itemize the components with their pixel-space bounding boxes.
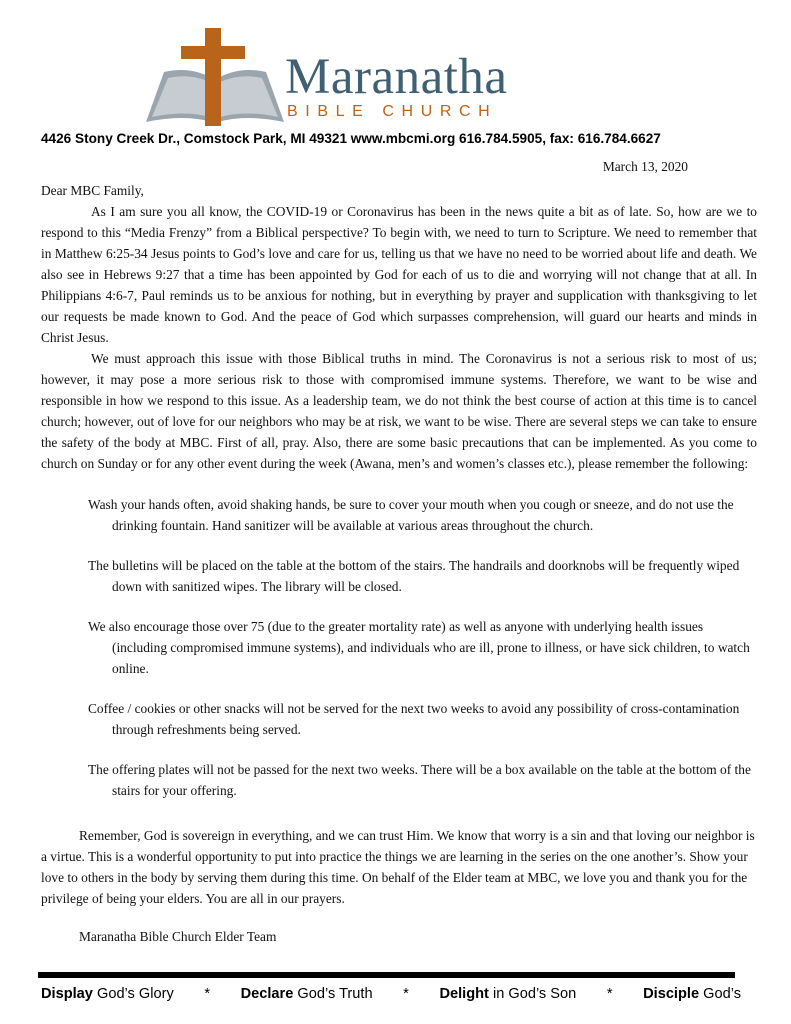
paragraph-2: We must approach this issue with those Biblical truths in mind. The Coronavirus is not a serious risk to most of us; however, it may pose a more serious risk to those with compromised immune systems. Therefore, we want to be wise and responsible in how we respond to this issue. As a leadership team, we do not think the best course of action at this time is to cancel church; however, out of love for our neighbors who may be at risk, we want to be wise. There are several steps we can take to ensure the safety of the body at MBC. First of all, pray. Also, there are some basic precautions that can be implemented. As you come to church on Sunday or for any other event during the week (Awana, men’s and women’s classes etc.), please remember the following: <box>41 351 757 471</box>
motto-display: Display God’s Glory <box>41 986 174 1002</box>
precautions-list <box>41 494 757 801</box>
list-item: The bulletins will be placed on the table at the bottom of the stairs. The handrails and doorknobs will be frequently wiped down with sanitized wipes. The library will be closed. <box>88 558 740 594</box>
letter-date: March 13, 2020 <box>602 159 688 174</box>
list-item: Coffee / cookies or other snacks will not be served for the next two weeks to avoid any possibility of cross-contamination through refreshments being served. <box>88 701 740 737</box>
footer-motto <box>41 986 741 1002</box>
footer-divider <box>38 972 735 978</box>
motto-disciple: Disciple God’s <box>643 986 741 1002</box>
motto-delight: Delight in God’s Son <box>439 986 577 1002</box>
paragraph-1: As I am sure you all know, the COVID-19 or Coronavirus has been in the news quite a bit as of late. So, how are we to respond to this “Media Frenzy” from a Biblical perspective? To begin with, we need to turn to Scripture. We need to remember that in Matthew 6:25-34 Jesus points to God’s love and care for us, telling us that we have no need to be worried about life and death. We also see in Hebrews 9:27 that a time has been appointed by God for each of us to die and worrying will not change that at all. In Philippians 4:6-7, Paul reminds us to be anxious for nothing, but in everything by prayer and supplication with thanksgiving to let our requests be made known to God. And the peace of God which surpasses comprehension, will guard our hearts and minds in Christ Jesus. <box>41 204 757 345</box>
letter-body <box>41 156 757 947</box>
motto-separator: * <box>403 986 409 1002</box>
signature: Maranatha Bible Church Elder Team <box>79 929 277 944</box>
list-item: Wash your hands often, avoid shaking hands, be sure to cover your mouth when you cough or sneeze, and do not use the drinking fountain. Hand sanitizer will be available at various areas throughout the church. <box>88 497 734 533</box>
list-item: The offering plates will not be passed for the next two weeks. There will be a box available on the table at the bottom of the stairs for your offering. <box>88 762 751 798</box>
church-logo <box>140 22 560 132</box>
motto-separator: * <box>606 986 613 1002</box>
motto-separator: * <box>204 986 211 1002</box>
list-item: We also encourage those over 75 (due to the greater mortality rate) as well as anyone with underlying health issues (including compromised immune systems), and individuals who are ill, prone to illness, or have sick children, to watch online. <box>88 619 750 676</box>
salutation: Dear MBC Family, <box>41 183 144 198</box>
church-subtitle: BIBLE CHURCH <box>287 103 498 120</box>
closing-paragraph: Remember, God is sovereign in everything, and we can trust Him. We know that worry is a sin and that loving our neighbor is a virtue. This is a wonderful opportunity to put into practice the things we are learning in the series on the one another’s. Show your love to others in the body by serving them during this time. On behalf of the Elder team at MBC, we love you and thank you for the privilege of being your elders. You are all in our prayers. <box>41 828 755 906</box>
church-name: Maranatha <box>285 49 508 105</box>
motto-declare: Declare God’s Truth <box>240 986 373 1002</box>
address-line: 4426 Stony Creek Dr., Comstock Park, MI 49321 www.mbcmi.org 616.784.5905, fax: 616.784.6627 <box>41 131 661 146</box>
cross-bible-icon <box>140 22 290 132</box>
